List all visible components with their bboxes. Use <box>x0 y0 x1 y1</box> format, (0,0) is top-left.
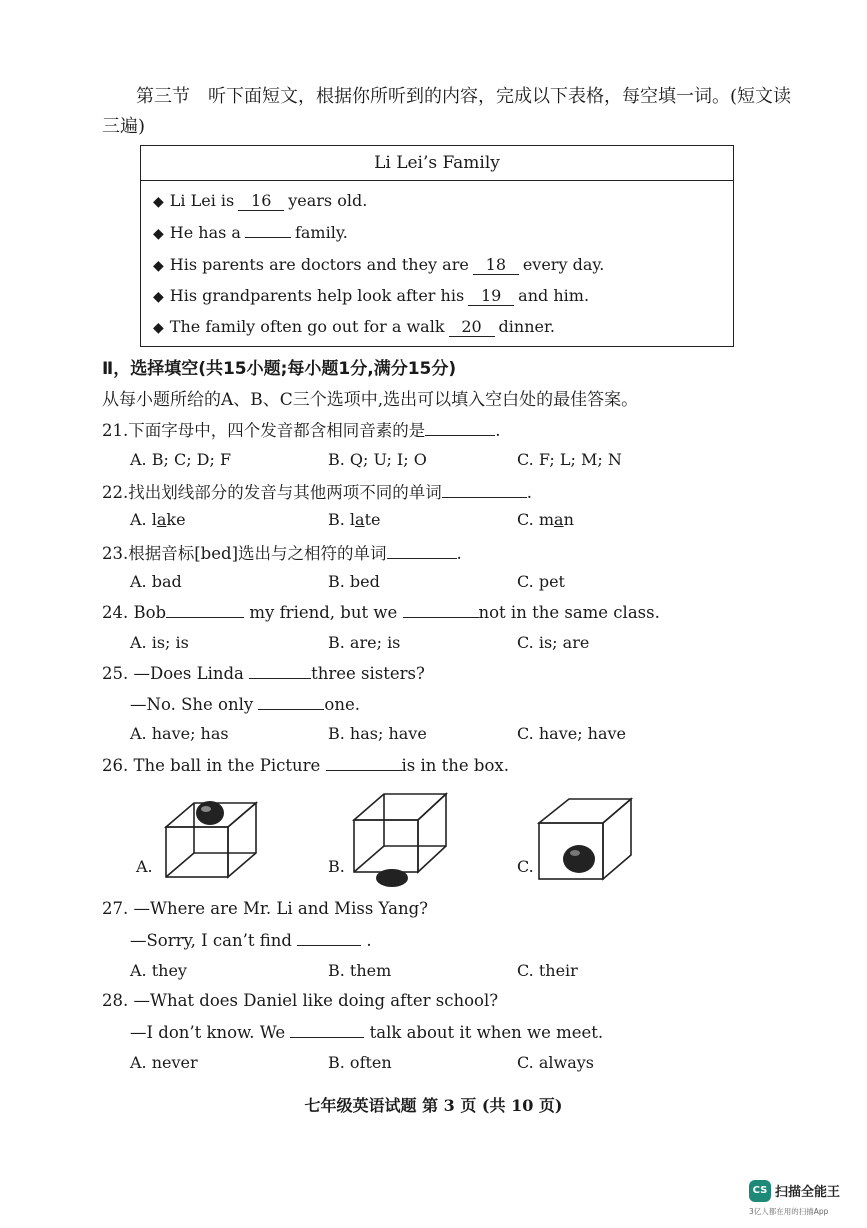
family-table <box>140 145 734 347</box>
q27-option-c[interactable]: C. their <box>517 961 578 980</box>
question-25-reply: —No. She only one. <box>130 695 360 714</box>
answer-blank-17[interactable] <box>245 237 291 238</box>
question-28-reply: —I don’t know. We talk about it when we meet. <box>130 1023 604 1042</box>
part2-heading: Ⅱ，选择填空(共15小题;每小题1分,满分15分) <box>102 359 457 379</box>
answer-blank[interactable] <box>387 543 457 559</box>
q25-option-a[interactable]: A. have; has <box>130 724 229 743</box>
q21-option-c[interactable]: C. F; L; M; N <box>517 450 622 469</box>
answer-blank[interactable] <box>442 482 527 498</box>
q24-option-b[interactable]: B. are; is <box>328 633 401 652</box>
answer-blank[interactable] <box>403 602 479 618</box>
table-title: Li Lei’s Family <box>141 146 733 181</box>
watermark-subtitle: 3亿人都在用的扫描App <box>749 1207 829 1216</box>
scanner-watermark <box>745 1178 865 1222</box>
q22-option-b[interactable]: B. late <box>328 510 381 529</box>
table-row: ◆ His parents are doctors and they are 18 every day. <box>153 255 605 274</box>
q26-option-c[interactable]: C. <box>517 857 534 876</box>
answer-blank[interactable] <box>297 930 361 946</box>
answer-blank-20[interactable]: 20 <box>449 318 495 337</box>
question-24: 24. Bob my friend, but we not in the same class. <box>102 603 660 622</box>
question-21: 21.下面字母中，四个发音都含相同音素的是 . <box>102 421 501 440</box>
answer-blank[interactable] <box>166 602 244 618</box>
q28-option-a[interactable]: A. never <box>130 1053 198 1072</box>
box-ball-inside-picture[interactable] <box>535 795 635 885</box>
camscanner-logo-icon: CS <box>749 1180 771 1202</box>
part2-instruction: 从每小题所给的A、B、C三个选项中,选出可以填入空白处的最佳答案。 <box>102 390 639 410</box>
q28-option-c[interactable]: C. always <box>517 1053 594 1072</box>
table-row: ◆ Li Lei is 16 years old. <box>153 191 368 210</box>
answer-blank[interactable] <box>249 663 311 679</box>
q23-option-a[interactable]: A. bad <box>130 572 182 591</box>
question-26: 26. The ball in the Picture is in the box. <box>102 756 509 775</box>
box-ball-under-picture[interactable] <box>350 790 450 890</box>
diamond-bullet-icon: ◆ <box>153 226 164 242</box>
question-25: 25. —Does Linda three sisters? <box>102 664 425 683</box>
q26-option-a[interactable]: A. <box>136 857 153 876</box>
question-27-reply: —Sorry, I can’t find . <box>130 931 372 950</box>
q25-option-c[interactable]: C. have; have <box>517 724 627 743</box>
section3-heading: 第三节 听下面短文，根据你所听到的内容，完成以下表格，每空填一词。(短文读三遍) <box>102 86 792 137</box>
q24-option-c[interactable]: C. is; are <box>517 633 590 652</box>
answer-blank[interactable] <box>425 420 495 436</box>
q24-option-a[interactable]: A. is; is <box>130 633 189 652</box>
table-row: ◆ He has a family. <box>153 223 348 242</box>
q22-option-a[interactable]: A. lake <box>130 510 186 529</box>
question-23: 23.根据音标[bed]选出与之相符的单词 . <box>102 544 462 563</box>
answer-blank[interactable] <box>258 694 324 710</box>
q21-option-b[interactable]: B. Q; U; I; O <box>328 450 427 469</box>
q28-option-b[interactable]: B. often <box>328 1053 392 1072</box>
question-22: 22.找出划线部分的发音与其他两项不同的单词 . <box>102 483 532 502</box>
diamond-bullet-icon: ◆ <box>153 320 164 336</box>
page-footer: 七年级英语试题 第 3 页 (共 10 页) <box>304 1096 563 1115</box>
answer-blank[interactable] <box>290 1022 364 1038</box>
table-row: ◆ His grandparents help look after his 19 and him. <box>153 286 590 305</box>
q27-option-b[interactable]: B. them <box>328 961 392 980</box>
answer-blank[interactable] <box>326 755 402 771</box>
answer-blank-16[interactable]: 16 <box>238 192 284 211</box>
q21-option-a[interactable]: A. B; C; D; F <box>130 450 232 469</box>
q23-option-c[interactable]: C. pet <box>517 572 565 591</box>
question-27: 27. —Where are Mr. Li and Miss Yang? <box>102 899 429 918</box>
q23-option-b[interactable]: B. bed <box>328 572 380 591</box>
answer-blank-19[interactable]: 19 <box>468 287 514 306</box>
question-28: 28. —What does Daniel like doing after school? <box>102 991 499 1010</box>
answer-blank-18[interactable]: 18 <box>473 256 519 275</box>
diamond-bullet-icon: ◆ <box>153 258 164 274</box>
q25-option-b[interactable]: B. has; have <box>328 724 427 743</box>
diamond-bullet-icon: ◆ <box>153 289 164 305</box>
q26-option-b[interactable]: B. <box>328 857 345 876</box>
box-ball-on-top-picture[interactable] <box>160 795 260 885</box>
table-row: ◆ The family often go out for a walk 20 dinner. <box>153 317 555 336</box>
q22-option-c[interactable]: C. man <box>517 510 574 529</box>
watermark-name: 扫描全能王 <box>775 1185 841 1200</box>
diamond-bullet-icon: ◆ <box>153 194 164 210</box>
q27-option-a[interactable]: A. they <box>130 961 187 980</box>
